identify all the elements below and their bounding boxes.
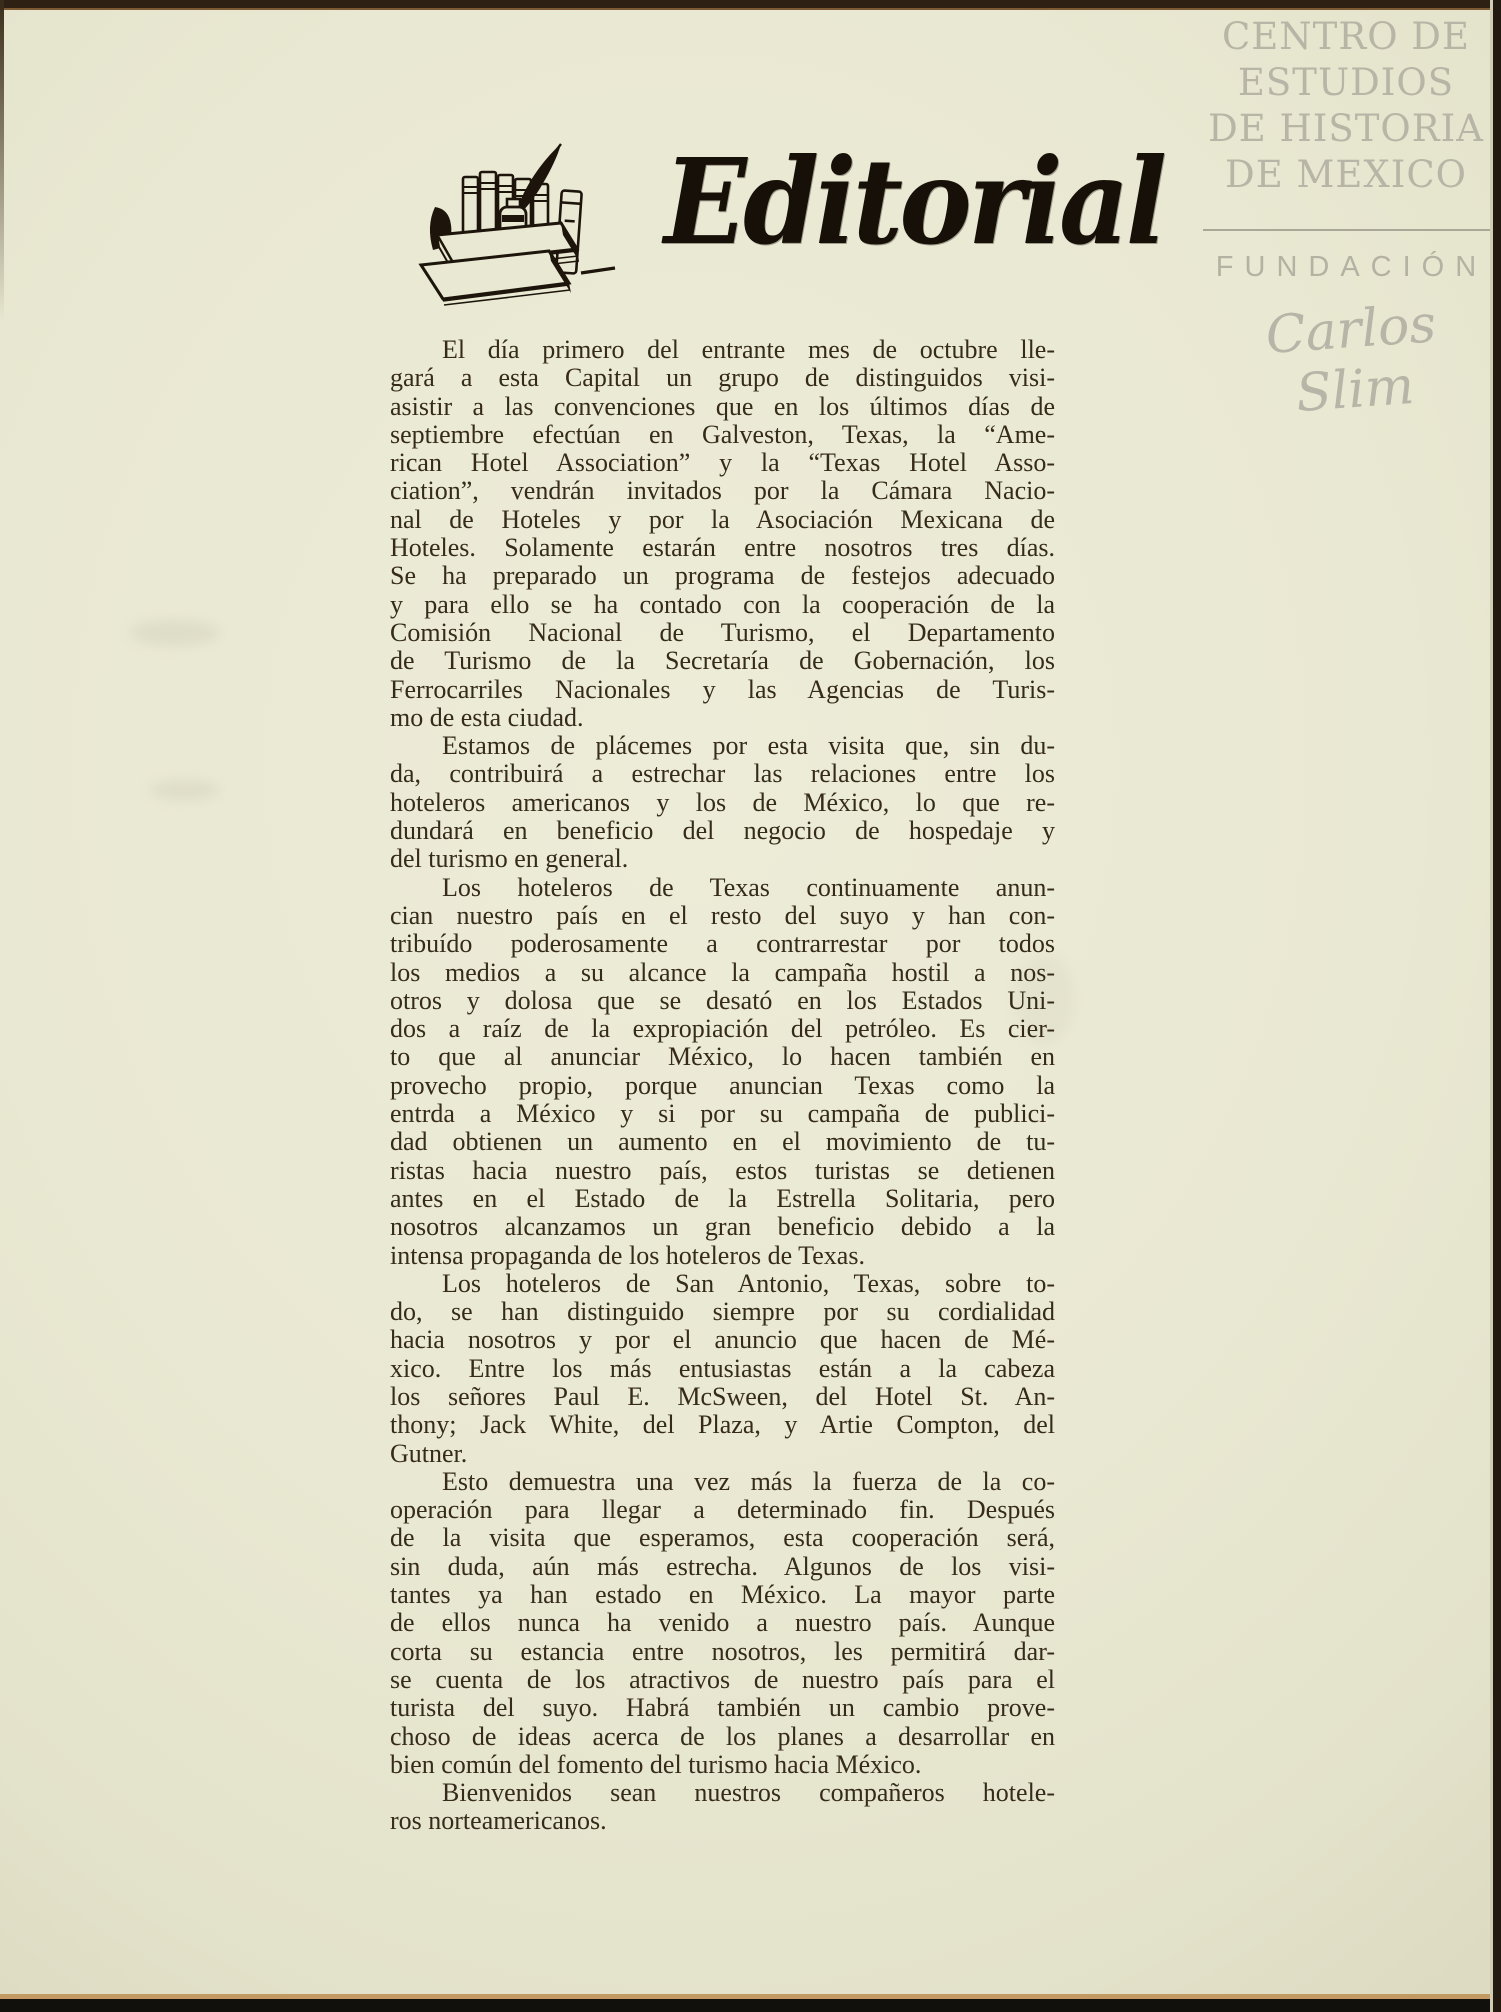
text-line: xico. Entre los más entusiastas están a la cabeza <box>390 1353 1055 1383</box>
text-line: corta su estancia entre nosotros, les permitirá dar- <box>390 1636 1055 1666</box>
paragraph <box>390 732 1055 873</box>
text-line: los señores Paul E. McSween, del Hotel St. An- <box>390 1381 1055 1411</box>
text-line: nosotros alcanzamos un gran beneficio debido a la <box>390 1212 1055 1242</box>
watermark-line: ESTUDIOS <box>1237 61 1455 104</box>
text-line: Bienvenidos sean nuestros compañeros hotele- <box>442 1778 1055 1808</box>
text-line: del turismo en general. <box>390 844 629 874</box>
text-line: rican Hotel Association” y la “Texas Hotel Asso- <box>390 448 1055 478</box>
text-line: El día primero del entrante mes de octubre lle- <box>442 335 1055 364</box>
page-left-edge <box>0 0 4 320</box>
text-line: septiembre efectúan en Galveston, Texas, la “Ame- <box>390 419 1055 449</box>
text-line: Ferrocarriles Nacionales y las Agencias de Turis- <box>390 674 1055 704</box>
paragraph <box>390 336 1055 732</box>
text-line: choso de ideas acerca de los planes a desarrollar en <box>390 1721 1055 1751</box>
text-line: do, se han distinguido siempre por su cordialidad <box>390 1297 1055 1327</box>
text-line: ciation”, vendrán invitados por la Cámara Nacio- <box>390 476 1055 506</box>
text-line: mo de esta ciudad. <box>390 702 584 732</box>
books-quill-inkwell-icon <box>401 141 645 309</box>
text-line: turista del suyo. Habrá también un cambio prove- <box>390 1693 1055 1723</box>
text-line: tantes ya han estado en México. La mayor parte <box>390 1580 1055 1610</box>
text-line: dos a raíz de la expropiación del petróleo. Es cier- <box>390 1014 1055 1044</box>
text-line: hacia nosotros y por el anuncio que hacen de Mé- <box>390 1325 1055 1355</box>
text-line: operación para llegar a determinado fin. Después <box>390 1495 1055 1525</box>
text-line: to que al anunciar México, lo hacen también en <box>390 1042 1055 1072</box>
scan-smudge <box>130 620 220 646</box>
page-right-edge <box>1493 0 1501 2012</box>
text-line: de ellos nunca ha venido a nuestro país. Aunque <box>390 1608 1055 1638</box>
text-line: asistir a las convenciones que en los últimos días de <box>390 391 1055 421</box>
text-line: nal de Hoteles y por la Asociación Mexicana de <box>390 504 1055 534</box>
text-line: de Turismo de la Secretaría de Gobernación, los <box>390 646 1055 676</box>
text-line: ristas hacia nuestro país, estos turistas se detienen <box>390 1155 1055 1185</box>
text-line: entrda a México y si por su campaña de publici- <box>390 1099 1055 1129</box>
page-top-edge <box>0 0 1501 10</box>
watermark-line: DE MEXICO <box>1225 153 1467 196</box>
text-line: intensa propaganda de los hoteleros de Texas. <box>390 1240 865 1270</box>
watermark-foundation: FUNDACIÓN <box>1215 251 1488 283</box>
watermark-signature: Carlos Slim <box>1263 294 1438 424</box>
watermark-line: DE HISTORIA <box>1208 107 1484 150</box>
text-line: da, contribuirá a estrechar las relaciones entre los <box>390 759 1055 789</box>
text-line: Gutner. <box>390 1438 468 1468</box>
text-line: hoteleros americanos y los de México, lo que re- <box>390 787 1055 817</box>
text-line: sin duda, aún más estrecha. Algunos de los visi- <box>390 1551 1055 1581</box>
text-line: Hoteles. Solamente estarán entre nosotros tres días. <box>390 533 1055 563</box>
text-line: dad obtienen un aumento en el movimiento de tu- <box>390 1127 1055 1157</box>
watermark-divider <box>1203 229 1497 231</box>
text-line: bien común del fomento del turismo hacia México. <box>390 1749 922 1779</box>
editorial-title: Editorial <box>664 132 1164 271</box>
text-line: otros y dolosa que se desató en los Estados Uni- <box>390 985 1055 1015</box>
text-line: Comisión Nacional de Turismo, el Departamento <box>390 617 1055 647</box>
text-line: Se ha preparado un programa de festejos adecuado <box>390 561 1055 591</box>
text-line: Esto demuestra una vez más la fuerza de la co- <box>442 1466 1055 1496</box>
paragraph <box>390 874 1055 1270</box>
text-line: gará a esta Capital un grupo de distinguidos visi- <box>390 363 1055 393</box>
paragraph <box>390 1270 1055 1468</box>
text-line: provecho propio, porque anuncian Texas como la <box>390 1070 1055 1100</box>
text-line: antes en el Estado de la Estrella Solitaria, pero <box>390 1183 1055 1213</box>
paragraph <box>390 1779 1055 1836</box>
text-line: tribuído poderosamente a contrarrestar por todos <box>390 929 1055 959</box>
page-bottom-edge <box>0 1999 1501 2012</box>
text-line: dundará en beneficio del negocio de hospedaje y <box>390 816 1055 846</box>
text-line: se cuenta de los atractivos de nuestro país para el <box>390 1664 1055 1694</box>
text-line: Estamos de plácemes por esta visita que, sin du- <box>442 731 1055 761</box>
text-line: los medios a su alcance la campaña hostil a nos- <box>390 957 1055 987</box>
text-line: thony; Jack White, del Plaza, y Artie Compton, del <box>390 1410 1055 1440</box>
text-line: cian nuestro país en el resto del suyo y han con- <box>390 900 1055 930</box>
text-line: de la visita que esperamos, esta cooperación será, <box>390 1523 1055 1553</box>
scan-smudge <box>150 780 220 800</box>
article <box>390 336 1055 1836</box>
library-watermark <box>1196 14 1496 198</box>
text-line: Los hoteleros de Texas continuamente anun- <box>442 872 1055 902</box>
watermark-line: CENTRO DE <box>1221 15 1470 58</box>
text-line: y para ello se ha contado con la cooperación de la <box>390 589 1055 619</box>
text-line: ros norteamericanos. <box>390 1806 607 1836</box>
paragraph <box>390 1468 1055 1779</box>
text-line: Los hoteleros de San Antonio, Texas, sobre to- <box>442 1268 1055 1298</box>
